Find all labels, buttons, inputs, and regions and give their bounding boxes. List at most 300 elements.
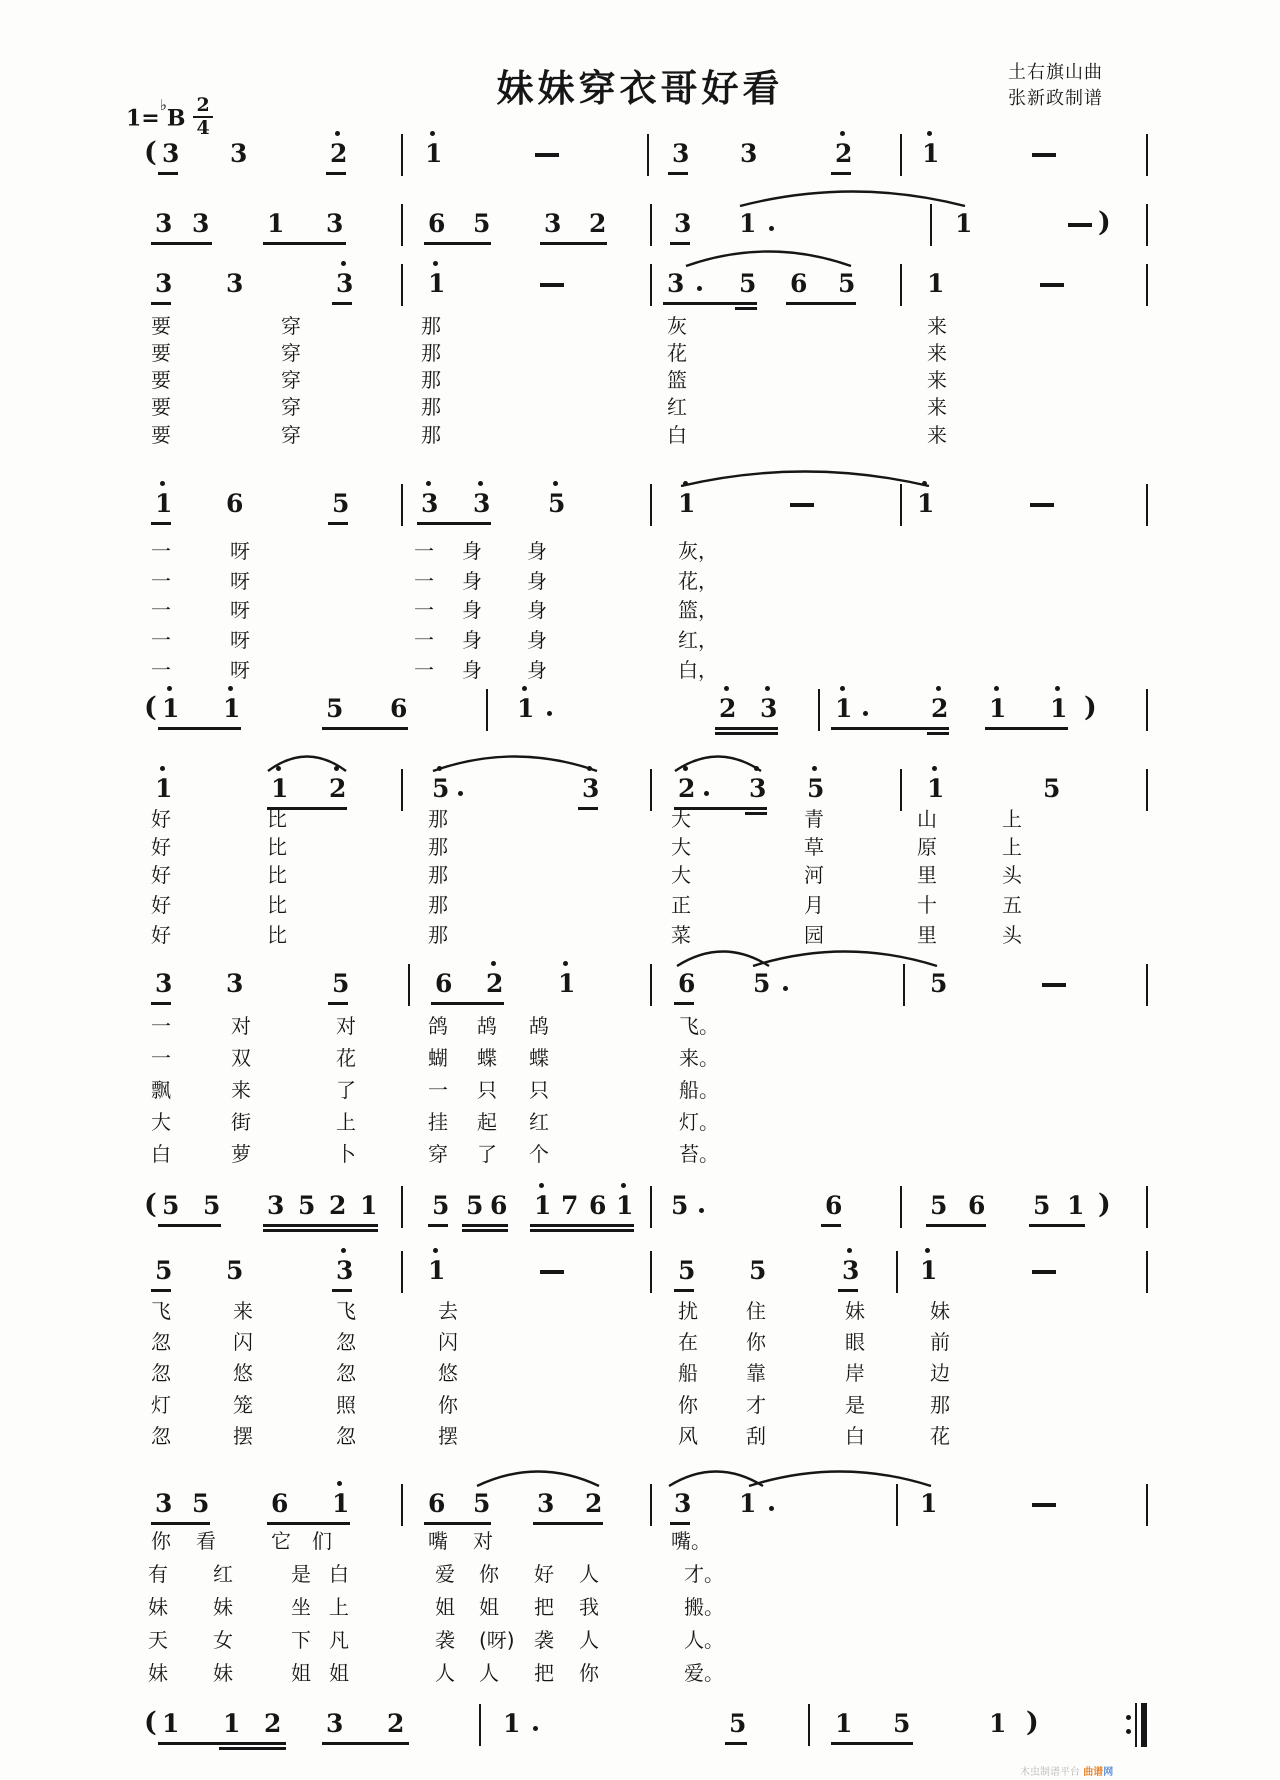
time-denominator: 4: [196, 117, 210, 139]
lyric-syllable: 忽: [151, 1361, 171, 1385]
lyric-syllable: 起: [477, 1110, 497, 1134]
note: 2: [387, 1709, 405, 1738]
lyric-syllable: 来: [927, 368, 947, 392]
half-note-dash: [1042, 983, 1066, 987]
beam-line: [540, 242, 607, 245]
lyric-syllable: 嘴: [428, 1529, 448, 1553]
note: 3: [842, 1256, 860, 1285]
lyric-syllable: 飞: [151, 1299, 171, 1323]
lyric-syllable: 袭: [435, 1628, 455, 1652]
note: 1: [835, 1709, 853, 1738]
half-note-dash: [1040, 283, 1064, 287]
beam-line: [674, 1289, 694, 1292]
note: 3: [667, 269, 685, 298]
beam-line: [674, 1002, 694, 1005]
lyric-syllable: 要: [151, 368, 171, 392]
beam-line: [328, 1002, 348, 1005]
note: 3: [674, 1489, 692, 1518]
lyric-syllable: 了: [477, 1142, 497, 1166]
note: 3: [155, 269, 173, 298]
note: 3: [162, 139, 180, 168]
lyric-syllable: 来: [927, 395, 947, 419]
beam-line: [158, 727, 241, 730]
end-barline-thin: [1135, 1703, 1137, 1747]
barline: [650, 1484, 652, 1526]
lyric-syllable: 忽: [336, 1361, 356, 1385]
lyric-syllable: 一: [414, 598, 434, 622]
octave-dot: [228, 686, 233, 691]
lyric-syllable: 摆: [233, 1424, 253, 1448]
beam-line: [332, 1289, 352, 1292]
beam-line: [332, 302, 352, 305]
lyric-syllable: 人: [435, 1661, 455, 1685]
parenthesis: ): [1026, 1707, 1039, 1738]
lyric-syllable: 忽: [336, 1330, 356, 1354]
lyric-syllable: 妹: [845, 1299, 865, 1323]
octave-dot: [925, 1248, 930, 1253]
lyric-syllable: 闪: [438, 1330, 458, 1354]
lyric-syllable: 那: [428, 835, 448, 859]
octave-dot: [621, 1183, 626, 1188]
lyric-syllable: 穿: [281, 423, 301, 447]
lyric-syllable: 街: [231, 1110, 251, 1134]
note: 5: [432, 774, 450, 803]
beam-line: [322, 1742, 409, 1745]
barline: [650, 769, 652, 811]
lyric-syllable: 袭: [534, 1628, 554, 1652]
note: 1: [989, 1709, 1007, 1738]
note: 1: [162, 1709, 180, 1738]
lyric-syllable: 那: [421, 368, 441, 392]
note: 5: [753, 969, 771, 998]
lyric-syllable: 住: [746, 1299, 766, 1323]
note: 5: [466, 1191, 484, 1220]
note: 5: [332, 969, 350, 998]
beam-line: [424, 242, 491, 245]
note: 1: [155, 774, 173, 803]
lyric-syllable: 姐: [435, 1595, 455, 1619]
barline: [479, 1704, 481, 1746]
lyric-syllable: 身: [527, 539, 547, 563]
lyric-syllable: 身: [527, 628, 547, 652]
lyric-syllable: 妹: [213, 1661, 233, 1685]
note: 1: [917, 489, 935, 518]
lyric-syllable: 比: [267, 835, 287, 859]
note: 5: [838, 269, 856, 298]
note: 5: [548, 489, 566, 518]
slur-arc: [680, 469, 930, 487]
barline: [1146, 134, 1148, 176]
note: 1: [678, 489, 696, 518]
lyric-syllable: 一: [151, 628, 171, 652]
octave-dot: [433, 261, 438, 266]
beam-line: [831, 1742, 913, 1745]
note: 1: [739, 1489, 757, 1518]
note: 1: [223, 1709, 241, 1738]
barline: [1146, 1484, 1148, 1526]
octave-dot: [927, 131, 932, 136]
lyric-syllable: 嘴。: [671, 1529, 711, 1553]
beam-line: [417, 522, 491, 525]
lyric-syllable: 来: [927, 341, 947, 365]
note: 3: [473, 489, 491, 518]
note: 6: [435, 969, 453, 998]
slur-arc: [685, 249, 852, 267]
lyric-syllable: 呀: [230, 658, 250, 682]
lyric-syllable: 穿: [428, 1142, 448, 1166]
lyric-syllable: 悠: [233, 1361, 253, 1385]
octave-dot: [337, 1481, 342, 1486]
lyric-syllable: 个: [529, 1142, 549, 1166]
lyric-syllable: 岸: [845, 1361, 865, 1385]
note: 3: [155, 1489, 173, 1518]
lyric-syllable: 来: [231, 1078, 251, 1102]
parenthesis: (: [144, 137, 157, 168]
note: 1: [1067, 1191, 1085, 1220]
barline: [650, 1251, 652, 1293]
lyric-syllable: 闪: [233, 1330, 253, 1354]
lyric-syllable: 花: [336, 1046, 356, 1070]
barline: [1146, 204, 1148, 246]
lyric-syllable: 眼: [845, 1330, 865, 1354]
lyric-syllable: 呀: [230, 628, 250, 652]
note: 3: [326, 1709, 344, 1738]
note: 3: [760, 694, 778, 723]
beam-line: [322, 727, 408, 730]
lyric-syllable: 把: [534, 1661, 554, 1685]
barline: [401, 484, 403, 526]
duration-dot: [697, 286, 702, 291]
octave-dot: [840, 686, 845, 691]
lyric-syllable: 人: [579, 1628, 599, 1652]
lyric-syllable: 那: [428, 923, 448, 947]
barline: [900, 769, 902, 811]
parenthesis: ): [1098, 207, 1111, 238]
lyric-syllable: 有: [148, 1562, 168, 1586]
lyric-syllable: 穿: [281, 341, 301, 365]
lyric-syllable: 人。: [684, 1628, 724, 1652]
beam-line: [151, 242, 212, 245]
note: 2: [678, 774, 696, 803]
note: 1: [428, 1256, 446, 1285]
lyric-syllable: 对: [231, 1014, 251, 1038]
lyric-syllable: 对: [336, 1014, 356, 1038]
lyric-syllable: 爱。: [684, 1661, 724, 1685]
lyric-syllable: 照: [336, 1393, 356, 1417]
lyric-syllable: 卜: [336, 1142, 356, 1166]
half-note-dash: [790, 503, 814, 507]
lyric-syllable: 大: [671, 863, 691, 887]
lyric-syllable: 一: [151, 539, 171, 563]
note: 5: [332, 489, 350, 518]
lyric-syllable: 园: [804, 923, 824, 947]
lyric-syllable: 上: [336, 1110, 356, 1134]
lyric-syllable: 穿: [281, 314, 301, 338]
note: 6: [226, 489, 244, 518]
key-value: 1=♭B: [126, 95, 186, 132]
note: 1: [534, 1191, 552, 1220]
lyric-syllable: 那: [421, 395, 441, 419]
slur-arc: [748, 1469, 932, 1487]
lyric-syllable: 船。: [679, 1078, 719, 1102]
note: 1: [503, 1709, 521, 1738]
lyric-syllable: 妹: [213, 1595, 233, 1619]
note: 1: [922, 139, 940, 168]
lyric-syllable: 忽: [151, 1330, 171, 1354]
duration-dot: [458, 791, 463, 796]
lyric-syllable: 妹: [148, 1661, 168, 1685]
octave-dot: [840, 131, 845, 136]
lyric-syllable: 一: [151, 1046, 171, 1070]
lyric-syllable: 靠: [746, 1361, 766, 1385]
lyric-syllable: 一: [414, 569, 434, 593]
lyric-syllable: 鸪: [529, 1014, 549, 1038]
lyric-syllable: 上: [329, 1595, 349, 1619]
song-title: 妹妹穿衣哥好看: [496, 66, 784, 110]
barline: [401, 134, 403, 176]
lyric-syllable: 挂: [428, 1110, 448, 1134]
note: 5: [432, 1191, 450, 1220]
lyric-syllable: 摆: [438, 1424, 458, 1448]
beam-line: [533, 1522, 603, 1525]
lyric-syllable: 人: [579, 1562, 599, 1586]
lyric-syllable: 里: [917, 923, 937, 947]
lyric-syllable: 灰: [667, 314, 687, 338]
note: 3: [226, 269, 244, 298]
lyric-syllable: 妹: [930, 1299, 950, 1323]
note: 5: [1033, 1191, 1051, 1220]
lyric-syllable: 把: [534, 1595, 554, 1619]
octave-dot: [553, 481, 558, 486]
lyric-syllable: 比: [267, 863, 287, 887]
barline: [818, 689, 820, 731]
lyric-syllable: 蝴: [428, 1046, 448, 1070]
note: 1: [616, 1191, 634, 1220]
note: 7: [561, 1191, 579, 1220]
lyric-syllable: 它: [271, 1529, 291, 1553]
lyric-syllable: 那: [428, 863, 448, 887]
octave-dot: [341, 1248, 346, 1253]
watermark: [1020, 1763, 1113, 1778]
lyric-syllable: 萝: [231, 1142, 251, 1166]
lyric-syllable: 身: [527, 658, 547, 682]
octave-dot: [563, 961, 568, 966]
note: 2: [264, 1709, 282, 1738]
beam-line: [424, 1522, 491, 1525]
octave-dot: [522, 686, 527, 691]
lyric-syllable: 比: [267, 807, 287, 831]
half-note-dash: [1068, 223, 1092, 227]
lyric-syllable: 那: [930, 1393, 950, 1417]
lyric-syllable: 你: [479, 1562, 499, 1586]
parenthesis: (: [144, 1707, 157, 1738]
beam-line-2: [219, 1747, 286, 1750]
lyric-syllable: 好: [534, 1562, 554, 1586]
octave-dot: [160, 766, 165, 771]
lyric-syllable: 身: [462, 658, 482, 682]
lyric-syllable: 只: [477, 1078, 497, 1102]
barline: [401, 264, 403, 306]
octave-dot: [812, 766, 817, 771]
beam-line: [158, 1742, 286, 1745]
lyric-syllable: 要: [151, 341, 171, 365]
lyric-syllable: 呀: [230, 539, 250, 563]
lyric-syllable: 要: [151, 423, 171, 447]
half-note-dash: [1032, 1503, 1056, 1507]
note: 3: [336, 269, 354, 298]
lyric-syllable: 身: [462, 628, 482, 652]
lyric-syllable: 是: [845, 1393, 865, 1417]
note: 5: [473, 1489, 491, 1518]
lyric-syllable: 人: [479, 1661, 499, 1685]
lyric-syllable: 爱: [435, 1562, 455, 1586]
lyric-syllable: 大: [671, 807, 691, 831]
lyric-syllable: 白: [667, 423, 687, 447]
lyric-syllable: 好: [151, 893, 171, 917]
duration-dot: [769, 1506, 774, 1511]
note: 5: [930, 1191, 948, 1220]
lyric-syllable: 红: [667, 395, 687, 419]
beam-line: [151, 1002, 171, 1005]
note: 3: [544, 209, 562, 238]
lyric-syllable: 上: [1002, 807, 1022, 831]
note: 1: [927, 774, 945, 803]
note: 3: [672, 139, 690, 168]
composer-credits: [1008, 60, 1103, 112]
lyric-syllable: 好: [151, 923, 171, 947]
octave-dot: [167, 686, 172, 691]
lyric-syllable: 篮: [667, 368, 687, 392]
lyric-syllable: 好: [151, 807, 171, 831]
octave-dot: [765, 686, 770, 691]
lyric-syllable: 你: [746, 1330, 766, 1354]
lyric-syllable: 穿: [281, 395, 301, 419]
note: 1: [558, 969, 576, 998]
beam-line: [151, 302, 171, 305]
lyric-syllable: 身: [462, 539, 482, 563]
note: 3: [155, 969, 173, 998]
note: 3: [421, 489, 439, 518]
lyric-syllable: 大: [671, 835, 691, 859]
parenthesis: (: [144, 692, 157, 723]
slur-arc: [752, 949, 938, 967]
note: 5: [930, 969, 948, 998]
lyric-syllable: (呀): [479, 1628, 515, 1652]
note: 3: [326, 209, 344, 238]
note: 1: [835, 694, 853, 723]
slur-arc: [739, 189, 966, 207]
barline: [900, 1186, 902, 1228]
beam-line-2: [735, 307, 757, 310]
beam-line: [263, 1224, 378, 1227]
beam-line: [263, 242, 346, 245]
note: 3: [740, 139, 758, 168]
lyric-syllable: 女: [213, 1628, 233, 1652]
lyric-syllable: 们: [312, 1529, 332, 1553]
note: 6: [490, 1191, 508, 1220]
slur-arc: [432, 754, 598, 772]
octave-dot: [491, 961, 496, 966]
note: 3: [230, 139, 248, 168]
lyric-syllable: 身: [462, 598, 482, 622]
lyric-syllable: 呀: [230, 569, 250, 593]
lyric-syllable: 白: [845, 1424, 865, 1448]
note: 3: [749, 774, 767, 803]
note: 6: [271, 1489, 289, 1518]
lyric-syllable: 船: [678, 1361, 698, 1385]
lyric-syllable: 好: [151, 863, 171, 887]
lyric-syllable: 只: [529, 1078, 549, 1102]
lyric-syllable: 搬。: [684, 1595, 724, 1619]
note: 5: [298, 1191, 316, 1220]
time-signature: [193, 96, 212, 138]
lyric-syllable: 红，: [678, 628, 718, 652]
watermark-text-1: 木虫制谱平台: [1020, 1767, 1084, 1778]
lyric-syllable: 白: [329, 1562, 349, 1586]
barline: [650, 484, 652, 526]
note: 5: [473, 209, 491, 238]
lyric-syllable: 忽: [336, 1424, 356, 1448]
parenthesis: ): [1098, 1189, 1111, 1220]
octave-dot: [539, 1183, 544, 1188]
lyric-syllable: 要: [151, 395, 171, 419]
beam-line: [462, 1224, 508, 1227]
lyric-syllable: 在: [678, 1330, 698, 1354]
lyric-syllable: 我: [579, 1595, 599, 1619]
beam-line: [151, 1289, 171, 1292]
lyric-syllable: 白: [151, 1142, 171, 1166]
watermark-text-2: 曲谱: [1083, 1767, 1104, 1778]
octave-dot: [478, 481, 483, 486]
lyric-syllable: 妹: [148, 1595, 168, 1619]
note: 3: [582, 774, 600, 803]
lyric-syllable: 那: [428, 807, 448, 831]
lyric-syllable: 飞。: [679, 1014, 719, 1038]
half-note-dash: [1032, 153, 1056, 157]
octave-dot: [1055, 686, 1060, 691]
octave-dot: [433, 1248, 438, 1253]
barline: [900, 134, 902, 176]
note: 1: [920, 1256, 938, 1285]
half-note-dash: [1030, 503, 1054, 507]
lyric-syllable: 身: [527, 569, 547, 593]
lyric-syllable: 白，: [678, 658, 718, 682]
beam-line: [725, 1742, 747, 1745]
note: 1: [739, 209, 757, 238]
lyric-syllable: 那: [428, 893, 448, 917]
lyric-syllable: 边: [930, 1361, 950, 1385]
flat-sign: ♭: [159, 95, 167, 114]
lyric-syllable: 身: [527, 598, 547, 622]
lyric-syllable: 大: [151, 1110, 171, 1134]
beam-line: [926, 1224, 986, 1227]
beam-line: [328, 522, 348, 525]
lyric-syllable: 那: [421, 341, 441, 365]
lyric-syllable: 你: [579, 1661, 599, 1685]
barline: [1146, 964, 1148, 1006]
lyric-syllable: 一: [151, 569, 171, 593]
lyric-syllable: 河: [804, 863, 824, 887]
beam-line: [831, 172, 851, 175]
note: 2: [329, 774, 347, 803]
note: 3: [267, 1191, 285, 1220]
lyric-syllable: 来。: [679, 1046, 719, 1070]
lyric-syllable: 来: [233, 1299, 253, 1323]
note: 1: [223, 694, 241, 723]
lyric-syllable: 原: [917, 835, 937, 859]
octave-dot: [335, 131, 340, 136]
note: 1: [425, 139, 443, 168]
